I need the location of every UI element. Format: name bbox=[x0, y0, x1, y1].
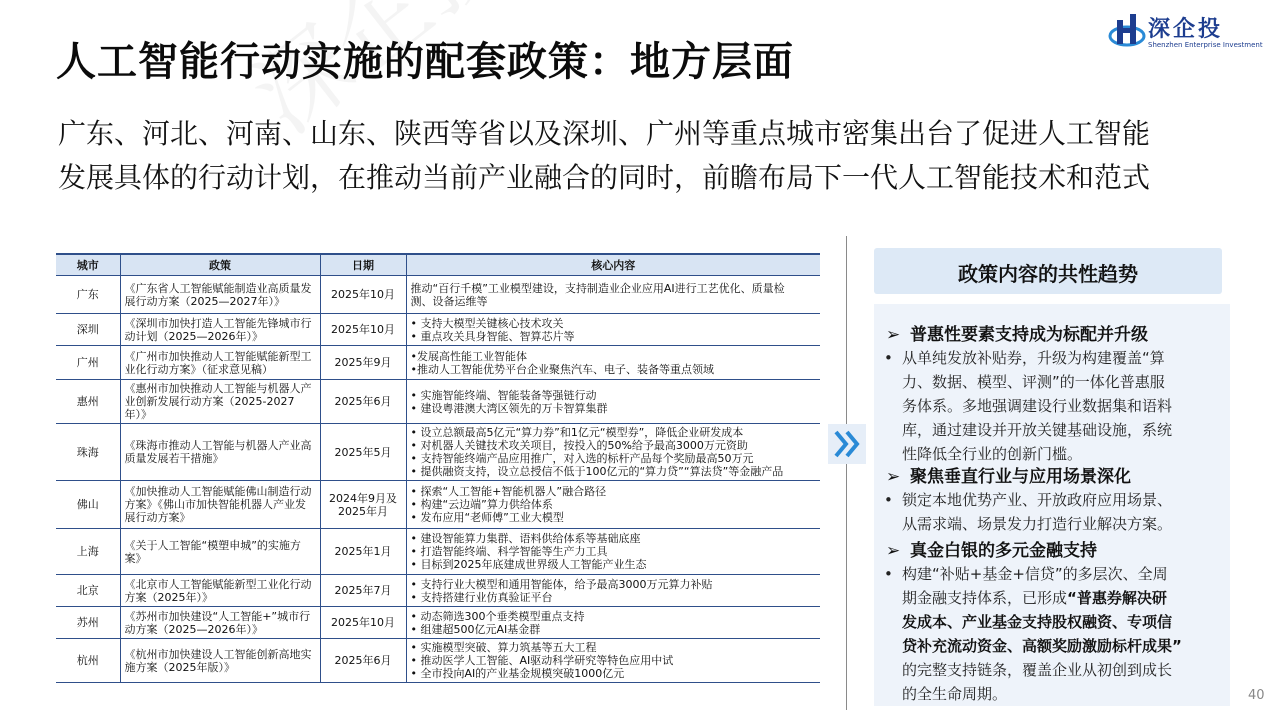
trends-panel-header bbox=[874, 248, 1222, 294]
divider-line bbox=[846, 236, 847, 710]
cell-content bbox=[406, 380, 820, 424]
table-row bbox=[56, 380, 820, 424]
content-line: • 建设智能算力集群、语料供给体系等基础底座 bbox=[410, 532, 641, 545]
content-line: • 支持大模型关键核心技术攻关 bbox=[410, 316, 564, 330]
trend-body: • 锁定本地优势产业、开放政府应用场景、 从需求端、场景发力打造行业解决方案。 bbox=[884, 488, 1216, 536]
content-line: • 组建超500亿元AI基金群 bbox=[410, 622, 541, 636]
arrow-bullet-icon: ➢ bbox=[886, 325, 901, 345]
trend-body: • 构建“补贴+基金+信贷”的多层次、全周 期金融支持体系，已形成“普惠券解决研 发成本、产业基金支持股权融资、专项信 贷补充流动资金、高额奖励激励标杆成果” 的完整支持链条，覆盖企业从初创到成长 的全生命周期。 bbox=[884, 562, 1216, 706]
cell-date: 2024年9月及2025年月 bbox=[320, 481, 406, 529]
logo-name-en: Shenzhen Enterprise Investment bbox=[1148, 41, 1263, 49]
content-line: • 打造智能终端、科学智能等生产力工具 bbox=[410, 545, 608, 558]
cell-policy: 《苏州市加快建设“人工智能+”城市行动方案（2025—2026年）》 bbox=[120, 607, 320, 639]
cell-policy: 《北京市人工智能赋能新型工业化行动方案（2025年）》 bbox=[120, 575, 320, 607]
cell-date: 2025年10月 bbox=[320, 276, 406, 314]
cell-policy: 《广东省人工智能赋能制造业高质量发展行动方案（2025—2027年）》 bbox=[120, 276, 320, 314]
cell-city: 珠海 bbox=[56, 424, 120, 481]
arrow-bullet-icon: ➢ bbox=[886, 541, 901, 561]
policy-table bbox=[56, 253, 820, 683]
cell-city: 惠州 bbox=[56, 380, 120, 424]
cell-content bbox=[406, 529, 820, 575]
trend-body: • 从单纯发放补贴券，升级为构建覆盖“算 力、数据、模型、评测”的一体化普惠服 务体系。多地强调建设行业数据集和语料 库，通过建设并开放关键基础设施，系统 性降低全行业的创新门槛。 bbox=[884, 346, 1216, 466]
logo-mark-icon bbox=[1108, 10, 1146, 50]
page-title: 人工智能行动实施的配套政策：地方层面 bbox=[56, 39, 794, 85]
cell-city: 北京 bbox=[56, 575, 120, 607]
content-line: 推动“百行千模”工业模型建设，支持制造业企业应用AI进行工艺优化、质量检 bbox=[410, 281, 785, 295]
cell-policy: 《加快推动人工智能赋能佛山制造行动方案》《佛山市加快智能机器人产业发展行动方案》 bbox=[120, 481, 320, 529]
cell-city: 杭州 bbox=[56, 639, 120, 683]
content-line: •发展高性能工业智能体 bbox=[410, 349, 527, 363]
content-line: • 建设粤港澳大湾区领先的万卡智算集群 bbox=[410, 401, 608, 415]
cell-date: 2025年10月 bbox=[320, 607, 406, 639]
company-logo bbox=[1108, 10, 1263, 54]
cell-content bbox=[406, 575, 820, 607]
trends-panel-title: 政策内容的共性趋势 bbox=[958, 262, 1138, 286]
table-row bbox=[56, 346, 820, 380]
cell-policy: 《杭州市加快建设人工智能创新高地实施方案（2025年版）》 bbox=[120, 639, 320, 683]
cell-city: 苏州 bbox=[56, 607, 120, 639]
arrow-bullet-icon: ➢ bbox=[886, 467, 901, 487]
cell-content bbox=[406, 639, 820, 683]
cell-policy: 《关于人工智能“模塑申城”的实施方案》 bbox=[120, 529, 320, 575]
content-line: • 支持智能终端产品应用推广，对入选的标杆产品每个奖励最高50万元 bbox=[410, 452, 754, 465]
content-line: • 对机器人关键技术攻关项目，按投入的50%给予最高3000万元资助 bbox=[410, 439, 748, 452]
double-chevron-right-icon bbox=[828, 424, 866, 464]
content-line: • 动态筛选300个垂类模型重点支持 bbox=[410, 609, 585, 623]
content-line: 测、设备运维等 bbox=[410, 294, 488, 308]
table-row bbox=[56, 529, 820, 575]
column-header-city: 城市 bbox=[56, 254, 120, 276]
content-line: • 推动医学人工智能、AI驱动科学研究等特色应用中试 bbox=[410, 654, 674, 667]
subtitle-line: 广东、河北、河南、山东、陕西等省以及深圳、广州等重点城市密集出台了促进人工智能 bbox=[58, 117, 1151, 150]
cell-date: 2025年9月 bbox=[320, 346, 406, 380]
cell-date: 2025年6月 bbox=[320, 380, 406, 424]
cell-city: 广东 bbox=[56, 276, 120, 314]
trend-heading: ➢ 聚焦垂直行业与应用场景深化 bbox=[886, 467, 1131, 487]
table-row bbox=[56, 575, 820, 607]
page-number: 40 bbox=[1248, 688, 1265, 703]
cell-date: 2025年10月 bbox=[320, 314, 406, 346]
content-line: • 支持行业大模型和通用智能体，给予最高3000万元算力补贴 bbox=[410, 577, 713, 591]
content-line: • 探索“人工智能+智能机器人”融合路径 bbox=[410, 485, 607, 498]
cell-city: 佛山 bbox=[56, 481, 120, 529]
bullet-dot-icon: • bbox=[884, 349, 893, 367]
table-row bbox=[56, 424, 820, 481]
content-line: • 设立总额最高5亿元“算力券”和1亿元“模型券”，降低企业研发成本 bbox=[410, 426, 744, 439]
cell-policy: 《深圳市加快打造人工智能先锋城市行动计划（2025—2026年）》 bbox=[120, 314, 320, 346]
content-line: • 提供融资支持，设立总授信不低于100亿元的“算力贷”“算法贷”等金融产品 bbox=[410, 465, 784, 478]
bullet-dot-icon: • bbox=[884, 491, 893, 509]
trend-heading: ➢ 真金白银的多元金融支持 bbox=[886, 541, 1097, 561]
cell-content bbox=[406, 424, 820, 481]
table-row bbox=[56, 607, 820, 639]
cell-date: 2025年5月 bbox=[320, 424, 406, 481]
content-line: • 重点攻关具身智能、智算芯片等 bbox=[410, 329, 575, 343]
table-row bbox=[56, 276, 820, 314]
content-line: • 发布应用“老师傅”工业大模型 bbox=[410, 511, 564, 524]
table-row bbox=[56, 314, 820, 346]
content-line: • 实施智能终端、智能装备等强链行动 bbox=[410, 388, 597, 402]
table-header-row bbox=[56, 254, 820, 276]
content-line: • 全市投向AI的产业基金规模突破1000亿元 bbox=[410, 667, 625, 680]
cell-content bbox=[406, 276, 820, 314]
column-header-date: 日期 bbox=[320, 254, 406, 276]
table-row bbox=[56, 639, 820, 683]
column-header-policy: 政策 bbox=[120, 254, 320, 276]
subtitle-line: 发展具体的行动计划，在推动当前产业融合的同时，前瞻布局下一代人工智能技术和范式 bbox=[58, 161, 1151, 194]
cell-policy: 《广州市加快推动人工智能赋能新型工业化行动方案》（征求意见稿） bbox=[120, 346, 320, 380]
content-line: •推动人工智能优势平台企业聚焦汽车、电子、装备等重点领域 bbox=[410, 362, 714, 376]
cell-date: 2025年1月 bbox=[320, 529, 406, 575]
cell-city: 广州 bbox=[56, 346, 120, 380]
table-row bbox=[56, 481, 820, 529]
cell-content bbox=[406, 314, 820, 346]
bullet-dot-icon: • bbox=[884, 565, 893, 583]
cell-content bbox=[406, 607, 820, 639]
cell-date: 2025年6月 bbox=[320, 639, 406, 683]
content-line: • 实施模型突破、算力筑基等五大工程 bbox=[410, 641, 597, 654]
cell-city: 深圳 bbox=[56, 314, 120, 346]
content-line: • 构建“云边端”算力供给体系 bbox=[410, 498, 553, 511]
cell-city: 上海 bbox=[56, 529, 120, 575]
cell-policy: 《惠州市加快推动人工智能与机器人产业创新发展行动方案（2025-2027年）》 bbox=[120, 380, 320, 424]
cell-content bbox=[406, 346, 820, 380]
slide-subtitle bbox=[58, 112, 1248, 200]
content-line: • 支持搭建行业仿真验证平台 bbox=[410, 590, 553, 604]
cell-content bbox=[406, 481, 820, 529]
content-line: • 目标到2025年底建成世界级人工智能产业生态 bbox=[410, 558, 647, 571]
logo-name-cn: 深企投 bbox=[1148, 16, 1224, 42]
cell-policy: 《珠海市推动人工智能与机器人产业高质量发展若干措施》 bbox=[120, 424, 320, 481]
column-header-content: 核心内容 bbox=[406, 254, 820, 276]
trend-heading: ➢ 普惠性要素支持成为标配并升级 bbox=[886, 325, 1148, 345]
cell-date: 2025年7月 bbox=[320, 575, 406, 607]
